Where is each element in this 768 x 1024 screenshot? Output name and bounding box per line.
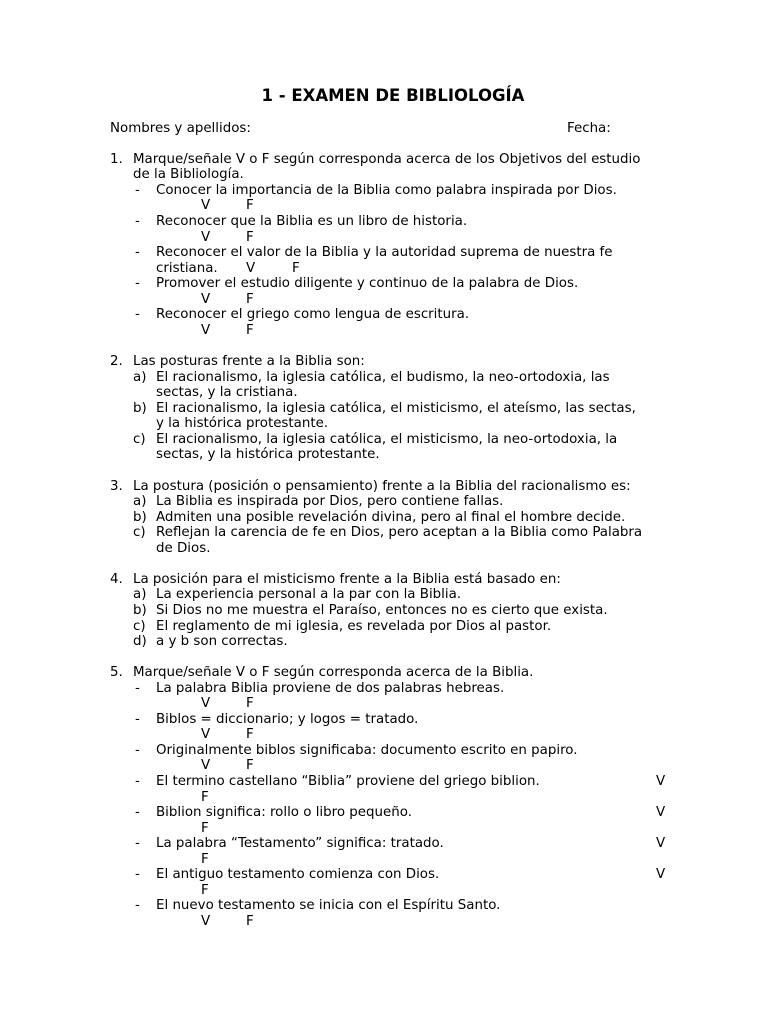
q5-text: Marque/señale V o F según corresponda acerca de la Biblia. bbox=[133, 665, 534, 680]
q3-option: Admiten una posible revelación divina, pero al final el hombre decide. bbox=[156, 510, 626, 525]
q1-item: Promover el estudio diligente y continuo de la palabra de Dios. bbox=[156, 276, 579, 291]
option-letter: a) bbox=[133, 370, 147, 385]
true-option: V bbox=[201, 198, 211, 213]
q4-text: La posición para el misticismo frente a la Biblia está basado en: bbox=[133, 572, 561, 587]
q2-option-cont: sectas, y la histórica protestante. bbox=[156, 447, 380, 462]
q3-option: La Biblia es inspirada por Dios, pero contiene fallas. bbox=[156, 494, 504, 509]
q4-number: 4. bbox=[110, 572, 123, 587]
dash-bullet: - bbox=[135, 805, 140, 820]
q4-option: Si Dios no me muestra el Paraíso, entonces no es cierto que exista. bbox=[156, 603, 608, 618]
option-letter: b) bbox=[133, 603, 147, 618]
q5-item: El antiguo testamento comienza con Dios. bbox=[156, 867, 440, 882]
q5-item: Biblion significa: rollo o libro pequeño. bbox=[156, 805, 412, 820]
option-letter: c) bbox=[133, 619, 146, 634]
true-option: V bbox=[201, 758, 211, 773]
false-option: F bbox=[201, 821, 209, 836]
q4-option: El reglamento de mi iglesia, es revelada por Dios al pastor. bbox=[156, 619, 552, 634]
true-option: V bbox=[656, 774, 666, 789]
q5-item: La palabra “Testamento” significa: tratado. bbox=[156, 836, 444, 851]
q4-option: a y b son correctas. bbox=[156, 634, 288, 649]
dash-bullet: - bbox=[135, 307, 140, 322]
false-option: F bbox=[292, 261, 300, 276]
false-option: F bbox=[246, 230, 254, 245]
q2-option-cont: sectas, y la cristiana. bbox=[156, 385, 298, 400]
false-option: F bbox=[246, 727, 254, 742]
false-option: F bbox=[246, 292, 254, 307]
q2-option: El racionalismo, la iglesia católica, el budismo, la neo-ortodoxia, las bbox=[156, 370, 610, 385]
false-option: F bbox=[246, 198, 254, 213]
q1-text: Marque/señale V o F según corresponda acerca de los Objetivos del estudio bbox=[133, 152, 641, 167]
page-title: 1 - EXAMEN DE BIBLIOLOGÍA bbox=[261, 86, 525, 105]
option-letter: b) bbox=[133, 510, 147, 525]
q3-option-cont: de Dios. bbox=[156, 541, 211, 556]
dash-bullet: - bbox=[135, 681, 140, 696]
q2-text: Las posturas frente a la Biblia son: bbox=[133, 354, 365, 369]
q5-number: 5. bbox=[110, 665, 123, 680]
true-option: V bbox=[656, 836, 666, 851]
dash-bullet: - bbox=[135, 183, 140, 198]
true-option: V bbox=[201, 323, 211, 338]
q1-item: Conocer la importancia de la Biblia como palabra inspirada por Dios. bbox=[156, 183, 617, 198]
q3-number: 3. bbox=[110, 479, 123, 494]
dash-bullet: - bbox=[135, 276, 140, 291]
option-letter: a) bbox=[133, 494, 147, 509]
dash-bullet: - bbox=[135, 774, 140, 789]
q5-item: El termino castellano “Biblia” proviene del griego biblion. bbox=[156, 774, 540, 789]
false-option: F bbox=[246, 696, 254, 711]
true-option: V bbox=[201, 914, 211, 929]
false-option: F bbox=[201, 883, 209, 898]
q1-item: Reconocer el valor de la Biblia y la autoridad suprema de nuestra fe bbox=[156, 245, 613, 260]
q1-item: Reconocer el griego como lengua de escritura. bbox=[156, 307, 470, 322]
true-option: V bbox=[201, 292, 211, 307]
false-option: F bbox=[201, 852, 209, 867]
option-letter: b) bbox=[133, 401, 147, 416]
dash-bullet: - bbox=[135, 214, 140, 229]
q5-item: El nuevo testamento se inicia con el Espíritu Santo. bbox=[156, 898, 501, 913]
false-option: F bbox=[201, 790, 209, 805]
dash-bullet: - bbox=[135, 743, 140, 758]
date-label: Fecha: bbox=[567, 121, 611, 136]
option-letter: c) bbox=[133, 432, 146, 447]
dash-bullet: - bbox=[135, 836, 140, 851]
q5-item: Biblos = diccionario; y logos = tratado. bbox=[156, 712, 419, 727]
q1-text-cont: de la Bibliología. bbox=[133, 167, 244, 182]
true-option: V bbox=[656, 867, 666, 882]
q5-item: La palabra Biblia proviene de dos palabras hebreas. bbox=[156, 681, 505, 696]
false-option: F bbox=[246, 914, 254, 929]
dash-bullet: - bbox=[135, 898, 140, 913]
q2-option-cont: y la histórica protestante. bbox=[156, 416, 329, 431]
q4-option: La experiencia personal a la par con la Biblia. bbox=[156, 587, 462, 602]
q2-option: El racionalismo, la iglesia católica, el misticismo, la neo-ortodoxia, la bbox=[156, 432, 618, 447]
q3-option: Reflejan la carencia de fe en Dios, pero aceptan a la Biblia como Palabra bbox=[156, 525, 643, 540]
q1-item: Reconocer que la Biblia es un libro de historia. bbox=[156, 214, 468, 229]
dash-bullet: - bbox=[135, 867, 140, 882]
true-option: V bbox=[201, 696, 211, 711]
option-letter: a) bbox=[133, 587, 147, 602]
q3-text: La postura (posición o pensamiento) frente a la Biblia del racionalismo es: bbox=[133, 479, 631, 494]
q2-option: El racionalismo, la iglesia católica, el misticismo, el ateísmo, las sectas, bbox=[156, 401, 636, 416]
q2-number: 2. bbox=[110, 354, 123, 369]
dash-bullet: - bbox=[135, 245, 140, 260]
true-option: V bbox=[246, 261, 256, 276]
false-option: F bbox=[246, 323, 254, 338]
dash-bullet: - bbox=[135, 712, 140, 727]
true-option: V bbox=[656, 805, 666, 820]
q5-item: Originalmente biblos significaba: documento escrito en papiro. bbox=[156, 743, 578, 758]
false-option: F bbox=[246, 758, 254, 773]
names-label: Nombres y apellidos: bbox=[110, 121, 251, 136]
true-option: V bbox=[201, 727, 211, 742]
option-letter: c) bbox=[133, 525, 146, 540]
q1-item-cont: cristiana. bbox=[156, 261, 218, 276]
q1-number: 1. bbox=[110, 152, 123, 167]
option-letter: d) bbox=[133, 634, 147, 649]
true-option: V bbox=[201, 230, 211, 245]
